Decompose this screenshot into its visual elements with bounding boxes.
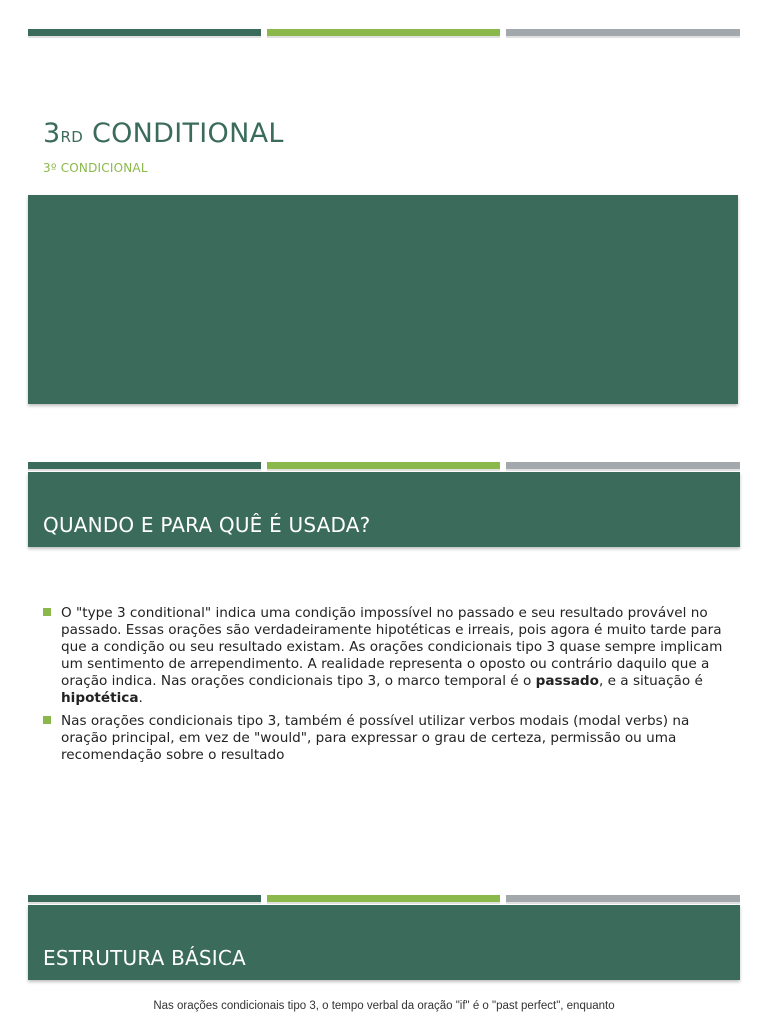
slide-subtitle: 3º CONDICIONAL [43, 161, 148, 175]
bullet-square-icon [43, 608, 51, 616]
accent-bar-gray [506, 895, 740, 902]
accent-bar-green [267, 29, 500, 36]
content-panel [28, 195, 738, 404]
list-item: Nas orações condicionais tipo 3, também é possível utilizar verbos modais (modal verbs) na oração principal, em vez de "would", para expressar o grau de certeza, permissão ou uma recomendação sobre o resultado [43, 713, 729, 764]
bullet-list [43, 605, 729, 770]
accent-bar-green [267, 895, 500, 902]
heading-panel [28, 472, 740, 547]
bullet-square-icon [43, 716, 51, 724]
accent-bar-green [267, 462, 500, 469]
section-heading: ESTRUTURA BÁSICA [43, 946, 246, 970]
accent-bar-gray [506, 29, 740, 36]
accent-bar-dark [28, 29, 261, 36]
body-text-cut: Nas orações condicionais tipo 3, o tempo verbal da oração "if" é o "past perfect", enquanto [153, 1000, 615, 1012]
slide-title: 3RD CONDITIONAL [43, 118, 284, 149]
section-heading: QUANDO E PARA QUÊ É USADA? [43, 513, 371, 537]
accent-bar-gray [506, 462, 740, 469]
list-item: O "type 3 conditional" indica uma condição impossível no passado e seu resultado provável no passado. Essas orações são verdadeiramente hipotéticas e irreais, pois agora é muito tarde para que a condição ou seu resultado existam. As orações condicionais tipo 3 quase sempre implicam um sentimento de arrependimento. A realidade representa o oposto ou contrário daquilo que a oração indica. Nas orações condicionais tipo 3, o marco temporal é o passado, e a situação é hipotética. [43, 605, 729, 707]
heading-panel [28, 905, 740, 980]
accent-bar-dark [28, 462, 261, 469]
accent-bar-dark [28, 895, 261, 902]
